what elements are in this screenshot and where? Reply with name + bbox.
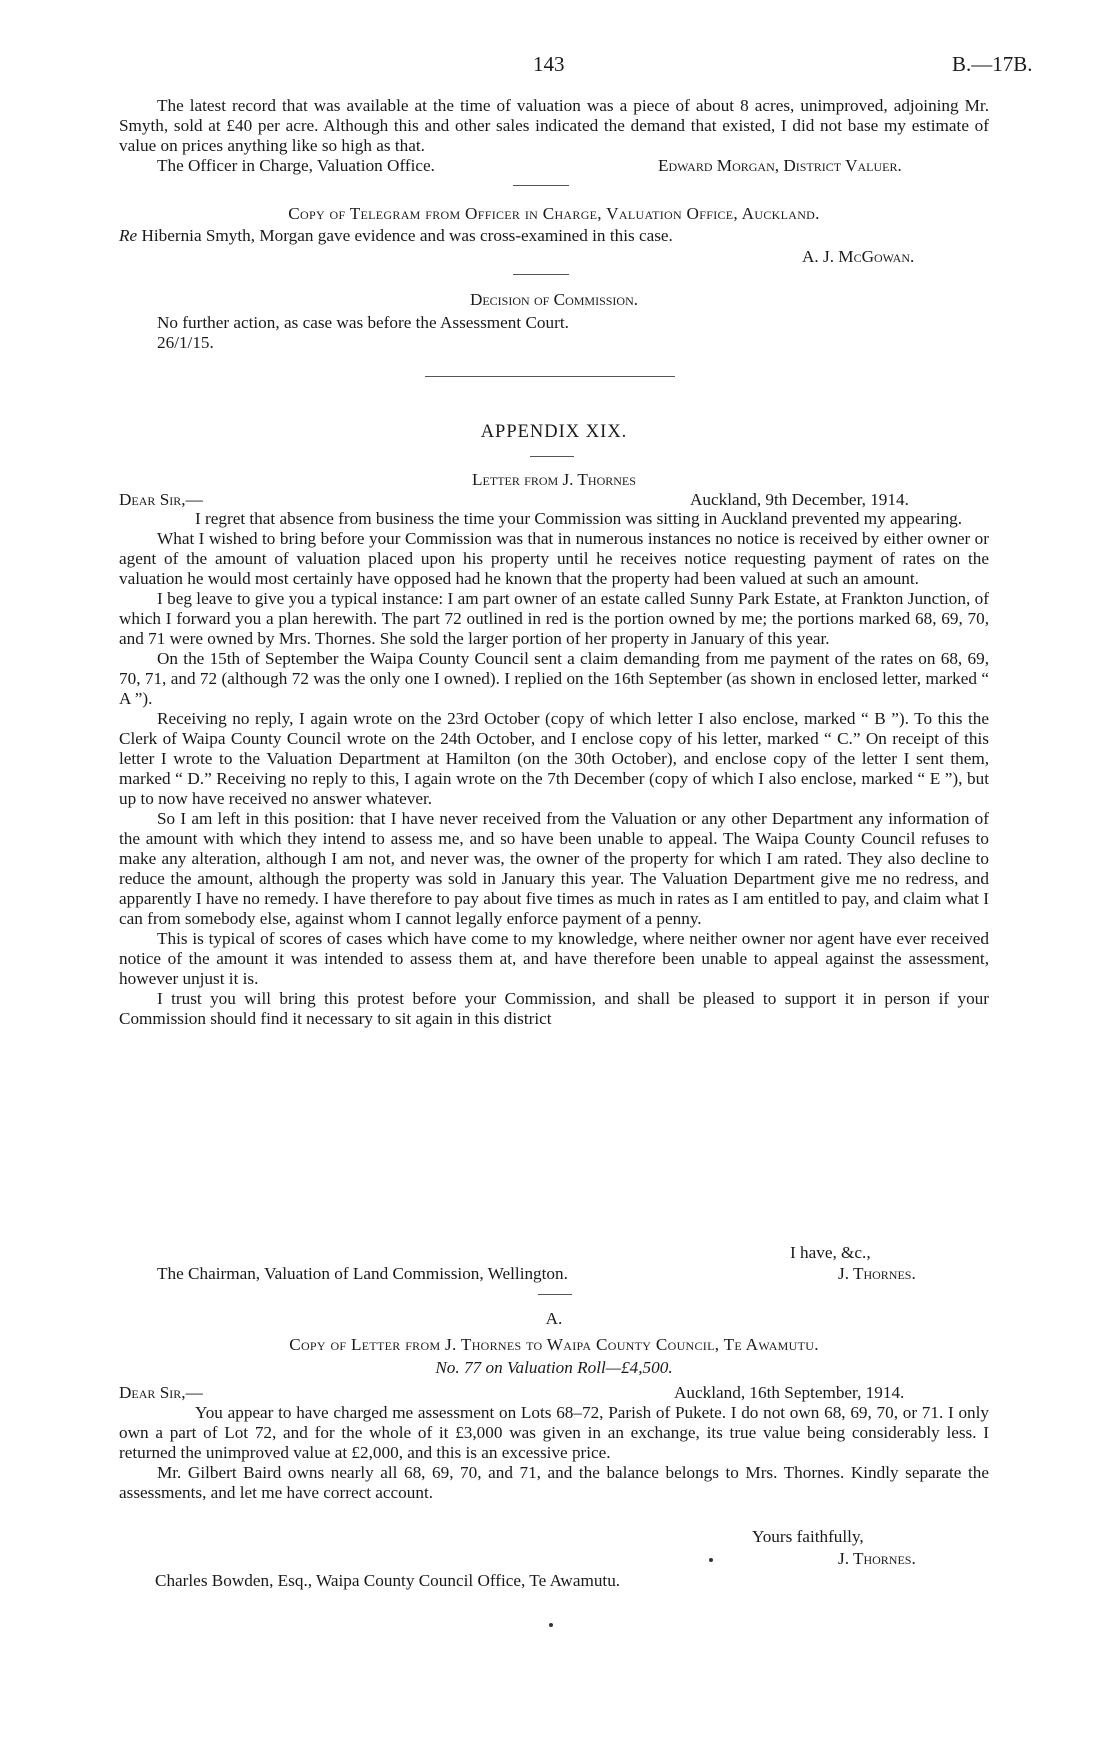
enclosure-place-date: Auckland, 16th September, 1914.	[674, 1383, 905, 1402]
letter-closing: I have, &c.,	[790, 1243, 871, 1262]
telegram-signature: A. J. McGowan.	[802, 247, 915, 266]
telegram-title: Copy of Telegram from Officer in Charge, Valuation Office, Auckland.	[288, 204, 820, 223]
letter-paragraph: I regret that absence from business the time your Commission was sitting in Auckland prevented my appearing.	[195, 509, 963, 528]
intro-section	[119, 96, 989, 156]
letter-title: Letter from J. Thornes	[472, 470, 636, 489]
letter-addressee: The Chairman, Valuation of Land Commission, Wellington.	[157, 1264, 568, 1283]
section-divider	[513, 185, 569, 186]
decision-title: Decision of Commission.	[469, 290, 639, 309]
enclosure-label: A.	[545, 1309, 563, 1328]
enclosure-paragraph: Mr. Gilbert Baird owns nearly all 68, 69, 70, and 71, and the balance belongs to Mrs. Thornes. Kindly separate the assessments, and let me have correct account.	[119, 1463, 989, 1502]
telegram-body	[119, 226, 673, 246]
enclosure-addressee: Charles Bowden, Esq., Waipa County Council Office, Te Awamutu.	[155, 1571, 621, 1590]
enclosure-title: Copy of Letter from J. Thornes to Waipa County Council, Te Awamutu.	[289, 1335, 819, 1354]
section-divider	[530, 456, 574, 457]
telegram-text: Hibernia Smyth, Morgan gave evidence and was cross-examined in this case.	[141, 226, 673, 245]
letter-body	[119, 509, 989, 1029]
enclosure-body	[119, 1403, 989, 1503]
letter-signature: J. Thornes.	[838, 1264, 916, 1283]
ink-dot	[549, 1623, 553, 1627]
telegram-re-label: Re	[119, 226, 138, 245]
intro-signature: Edward Morgan, District Valuer.	[658, 156, 902, 175]
enclosure-closing: Yours faithfully,	[752, 1527, 864, 1546]
letter-paragraph: So I am left in this position: that I have never received from the Valuation or any other Department any information of the amount with which they intend to assess me, and so have been unable to appeal. The Waipa County Council refuses to make any alteration, although I am not, and never was, the owner of the property for which I am rated. They also decline to reduce the amount, although the property was sold in January this year. The Valuation Department give me no redress, and apparently I have no remedy. I have therefore to pay about five times as much in rates as I am entitled to pay, and claim what I can from somebody else, against whom I cannot legally enforce payment of a penny.	[119, 809, 989, 928]
intro-addressee: The Officer in Charge, Valuation Office.	[157, 156, 435, 175]
letter-salutation: Dear Sir,—	[119, 490, 203, 509]
letter-paragraph: I trust you will bring this protest before your Commission, and shall be pleased to support it in person if your Commission should find it necessary to sit again in this district	[119, 989, 989, 1028]
page-number: 143	[533, 52, 565, 76]
intro-paragraph: The latest record that was available at the time of valuation was a piece of about 8 acres, unimproved, adjoining Mr. Smyth, sold at £40 per acre. Although this and other sales indicated the demand that existed, I did not base my estimate of value on prices anything like so high as that.	[119, 96, 989, 155]
decision-text: No further action, as case was before the Assessment Court.	[157, 313, 569, 332]
enclosure-salutation: Dear Sir,—	[119, 1383, 203, 1402]
appendix-title: APPENDIX XIX.	[480, 422, 628, 442]
enclosure-paragraph: You appear to have charged me assessment on Lots 68–72, Parish of Pukete. I do not own 68, 69, 70, or 71. I only own a part of Lot 72, and for the whole of it £3,000 was given in an exchange, its true value being considerably less. I returned the unimproved value at £2,000, and this is an excessive price.	[119, 1403, 989, 1462]
section-divider	[538, 1294, 572, 1295]
enclosure-subtitle: No. 77 on Valuation Roll—£4,500.	[435, 1358, 673, 1377]
letter-paragraph: I beg leave to give you a typical instance: I am part owner of an estate called Sunny Park Estate, at Frankton Junction, of which I forward you a plan herewith. The part 72 outlined in red is the portion owned by me; the portions marked 68, 69, 70, and 71 were owned by Mrs. Thornes. She sold the larger portion of her property in January of this year.	[119, 589, 989, 648]
enclosure-signature: J. Thornes.	[838, 1549, 916, 1568]
letter-paragraph: On the 15th of September the Waipa County Council sent a claim demanding from me payment of the rates on 68, 69, 70, 71, and 72 (although 72 was the only one I owned). I replied on the 16th September (as shown in enclosed letter, marked “ A ”).	[119, 649, 989, 708]
section-divider	[513, 274, 569, 275]
ink-dot	[709, 1558, 713, 1562]
major-divider	[425, 376, 675, 377]
letter-paragraph: What I wished to bring before your Commission was that in numerous instances no notice is received by either owner or agent of the amount of valuation placed upon his property until he receives notice requesting payment of rates on the valuation he would most certainly have opposed had he known that the property had been valued at such an amount.	[119, 529, 989, 588]
decision-date: 26/1/15.	[157, 333, 214, 352]
letter-paragraph: This is typical of scores of cases which have come to my knowledge, where neither owner nor agent have ever received notice of the amount it was intended to assess them at, and have therefore been unable to appeal against the assessment, however unjust it is.	[119, 929, 989, 988]
document-reference: B.—17B.	[952, 52, 1033, 76]
letter-place-date: Auckland, 9th December, 1914.	[690, 490, 909, 509]
letter-paragraph: Receiving no reply, I again wrote on the 23rd October (copy of which letter I also enclose, marked “ B ”). To this the Clerk of Waipa County Council wrote on the 24th October, and I enclose copy of his letter, marked “ C.” On receipt of this letter I wrote to the Valuation Department at Hamilton (on the 30th October), and enclose copy of the letter I sent them, marked “ D.” Receiving no reply to this, I again wrote on the 7th December (copy of which I also enclose, marked “ E ”), but up to now have received no answer whatever.	[119, 709, 989, 808]
